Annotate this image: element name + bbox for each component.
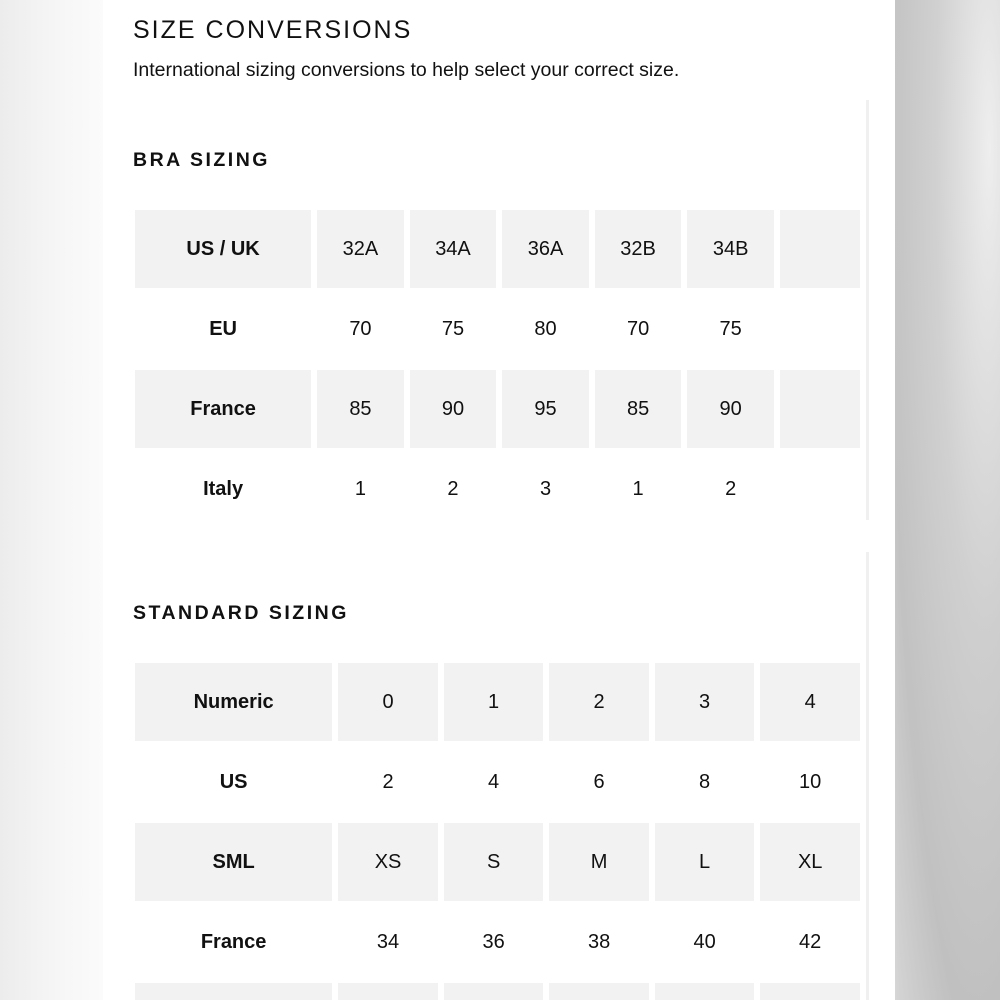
bra-sizing-title: BRA SIZING [133, 149, 270, 171]
table-cell: 8 [655, 743, 759, 821]
table-cell: 40 [655, 903, 759, 981]
table-cell: M [549, 823, 653, 901]
table-cell [338, 983, 442, 1000]
bra-sizing-table [133, 208, 866, 530]
table-cell: 3 [502, 450, 593, 528]
table-cell: 34 [338, 903, 442, 981]
table-cell: 90 [687, 370, 778, 448]
table-row [135, 450, 864, 528]
table-cell: 2 [687, 450, 778, 528]
table-cell: 6 [549, 743, 653, 821]
table-cell: 80 [502, 290, 593, 368]
table-row [135, 370, 864, 448]
right-background [895, 0, 1000, 1000]
row-header: SML [135, 823, 336, 901]
row-header: US [135, 743, 336, 821]
table-scroll-edge-2 [866, 552, 869, 1000]
table-cell [760, 983, 864, 1000]
row-header: Italy [135, 450, 315, 528]
table-row [135, 743, 864, 821]
table-cell: 75 [687, 290, 778, 368]
table-cell: L [655, 823, 759, 901]
standard-sizing-table [133, 661, 866, 1000]
table-cell: 36A [502, 210, 593, 288]
table-row [135, 210, 864, 288]
table-cell: 10 [760, 743, 864, 821]
row-header: EU [135, 290, 315, 368]
bra-sizing-table-container[interactable] [133, 208, 866, 530]
table-cell: S [444, 823, 548, 901]
table-cell: 85 [595, 370, 686, 448]
row-header: France [135, 370, 315, 448]
table-cell: 32A [317, 210, 408, 288]
table-cell: 90 [410, 370, 501, 448]
table-cell: 42 [760, 903, 864, 981]
table-cell: 70 [317, 290, 408, 368]
table-cell: XS [338, 823, 442, 901]
table-cell: 36 [444, 903, 548, 981]
table-row [135, 290, 864, 368]
left-background [0, 0, 103, 1000]
table-cell: 1 [444, 663, 548, 741]
table-cell [549, 983, 653, 1000]
table-cell: 2 [410, 450, 501, 528]
table-cell: 34A [410, 210, 501, 288]
table-cell: 70 [595, 290, 686, 368]
table-cell: 85 [317, 370, 408, 448]
table-cell [780, 210, 864, 288]
table-cell [780, 370, 864, 448]
standard-sizing-table-container[interactable] [133, 661, 866, 1000]
table-cell: XL [760, 823, 864, 901]
table-cell: 3 [655, 663, 759, 741]
size-conversions-page [103, 0, 895, 1000]
table-cell: 95 [502, 370, 593, 448]
table-cell: 75 [410, 290, 501, 368]
table-cell: 34B [687, 210, 778, 288]
page-subtitle: International sizing conversions to help select your correct size. [133, 59, 680, 81]
standard-sizing-title: STANDARD SIZING [133, 602, 349, 624]
row-header: France [135, 903, 336, 981]
table-cell [780, 290, 864, 368]
table-row [135, 823, 864, 901]
table-cell [780, 450, 864, 528]
row-header [135, 983, 336, 1000]
table-cell: 0 [338, 663, 442, 741]
table-row [135, 983, 864, 1000]
table-cell [655, 983, 759, 1000]
table-cell [444, 983, 548, 1000]
table-cell: 38 [549, 903, 653, 981]
table-cell: 1 [317, 450, 408, 528]
table-cell: 2 [338, 743, 442, 821]
table-row [135, 663, 864, 741]
table-cell: 2 [549, 663, 653, 741]
table-row [135, 903, 864, 981]
table-cell: 1 [595, 450, 686, 528]
table-cell: 4 [444, 743, 548, 821]
table-cell: 4 [760, 663, 864, 741]
page-title: SIZE CONVERSIONS [133, 16, 413, 44]
row-header: Numeric [135, 663, 336, 741]
table-cell: 32B [595, 210, 686, 288]
row-header: US / UK [135, 210, 315, 288]
table-scroll-edge [866, 100, 869, 520]
